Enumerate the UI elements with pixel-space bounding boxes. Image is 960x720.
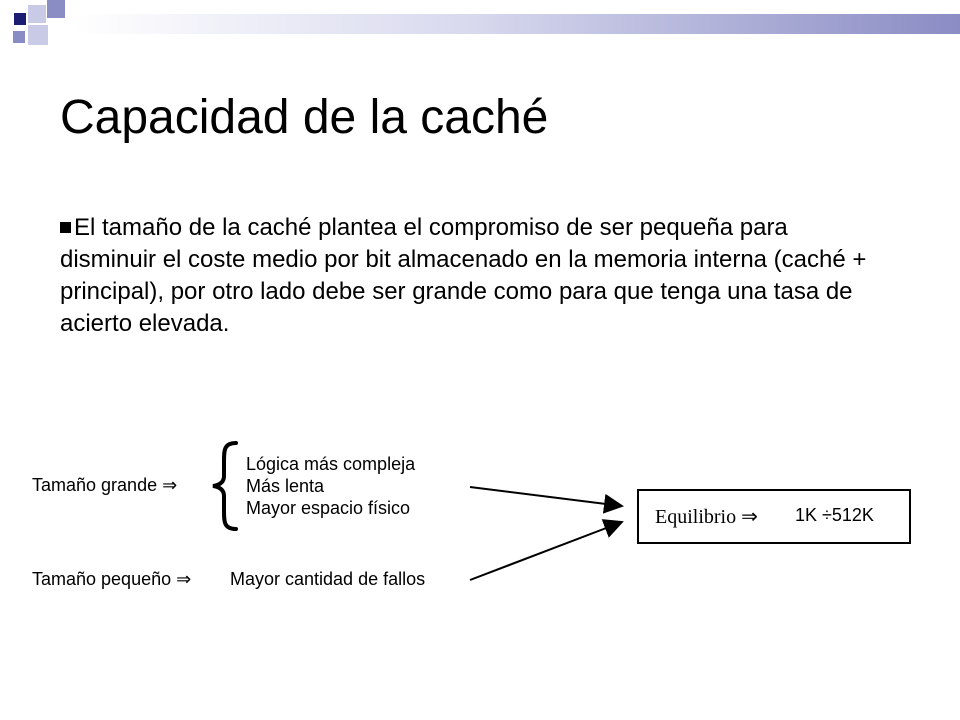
- decor-square-light: [28, 5, 46, 23]
- slide-title: Capacidad de la caché: [60, 91, 549, 144]
- arrow-large-to-balance: [470, 487, 622, 506]
- large-item-3: Mayor espacio físico: [246, 498, 411, 518]
- header-gradient-bar: [72, 14, 960, 34]
- curly-brace-icon: [208, 440, 242, 532]
- slide-paragraph-block: [60, 212, 890, 340]
- decor-square-medium-2: [13, 31, 25, 43]
- diagram-arrows: [460, 470, 640, 590]
- slide-paragraph: El tamaño de la caché plantea el compromiso de ser pequeña para disminuir el coste medio por bit almacenado en la memoria interna (caché + principal), por otro lado debe ser grande como para que tenga una tasa de acierto elevada.: [60, 214, 867, 337]
- diagram-large-label: Tamaño grande ⇒: [32, 475, 178, 495]
- small-item: Mayor cantidad de fallos: [230, 569, 426, 589]
- arrow-small-to-balance: [470, 522, 622, 580]
- decor-square-medium: [47, 0, 65, 18]
- balance-label: Equilibrio ⇒: [655, 506, 758, 528]
- decor-square-dark: [14, 13, 26, 25]
- diagram-small-label: Tamaño pequeño ⇒: [32, 569, 192, 589]
- balance-box: [637, 489, 911, 544]
- bullet-square-icon: [60, 222, 71, 233]
- balance-value: 1K ÷512K: [795, 505, 874, 525]
- decor-square-light-2: [28, 25, 48, 45]
- large-item-2: Más lenta: [246, 476, 325, 496]
- slide-header-decoration: [0, 0, 960, 36]
- large-item-1: Lógica más compleja: [246, 454, 416, 474]
